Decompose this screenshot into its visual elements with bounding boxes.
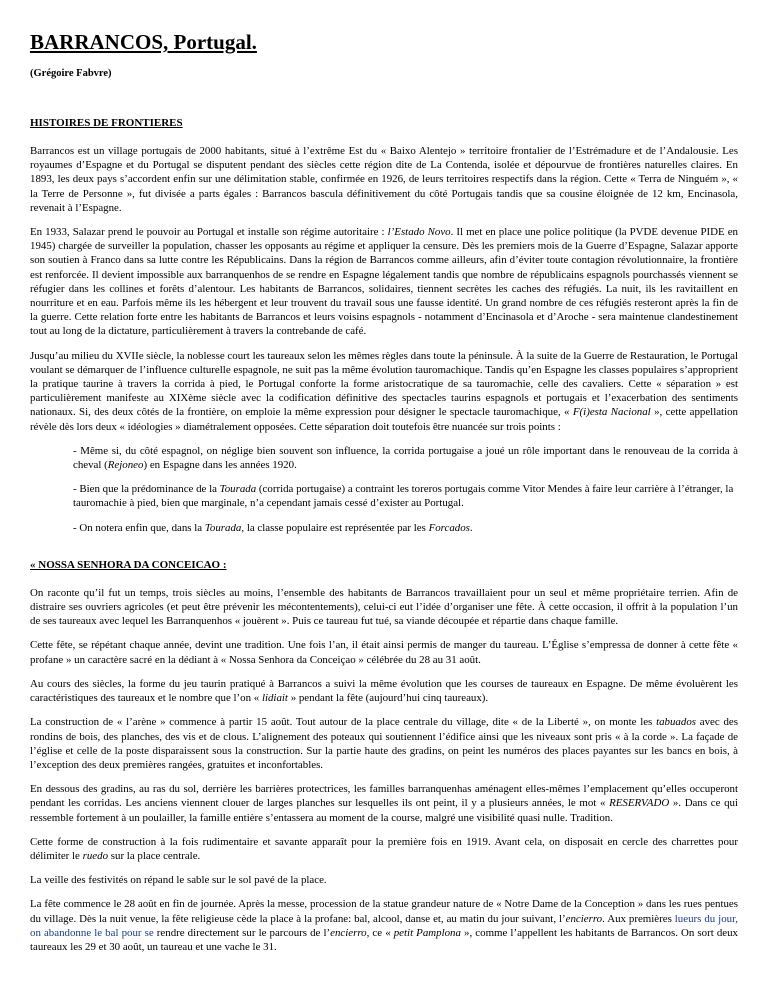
list-item: - Bien que la prédominance de la Tourada (corrida portugaise) a contraint les toreros portugais comme Vitor Mendes à faire leur carrière à l’étranger, la tauromachie à pied, bien que marginale, n’a cependant jamais cessé d’exister au Portugal. [73,483,734,510]
paragraph: Barrancos est un village portugais de 2000 habitants, situé à l’extrême Est du « Baixo Alentejo » territoire frontalier de l’Estrémadure et de l’Andalousie. Les royaumes d’Espagne et du Portugal se disputent pendant des siècles cette région dite de La Contenda, isolée et dépourvue de frontières naturelles claires. En 1893, les deux pays s’accordent enfin sur une délimitation stable, confirmée en 1926, de leurs territoires respectifs dans la région. Cette « Terra de Ninguém », « la Terre de Personne », fut divisée a parts égales : Barrancos bascula définitivement du côté Portugais tandis que sa cousine éloignée de 12 km, Encinasola, revenait à l’Espagne. [30,145,738,214]
paragraph: La construction de « l’arène » commence à partir 15 août. Tout autour de la place centrale du village, dite « de la Liberté », on monte les tabuados avec des rondins de bois, des planches, des vis et de clous. L’alignement des poteaux qui soutiennent l’édifice ainsi que les niveaux sont pris « à la corde ». La façade de l’église et celle de la poste disparaissent sous la construction. Sur la partie haute des gradins, on peint les numéros des places payantes sur les bancs en bois, à l’exception des deux premières rangées, gratuites et inconfortables. [30,716,738,771]
paragraph: Jusqu’au milieu du XVIIe siècle, la noblesse court les taureaux selon les mêmes règles dans toute la péninsule. À la suite de la Guerre de Restauration, le Portugal voulant se démarquer de l’influence culturelle espagnole, ne suit pas la même évolution tauromachique. Tandis qu’en Espagne les classes populaires s’approprient la pratique taurine à travers la corrida à pied, le Portugal conforte la forme aristocratique de sa tauromachie, celle des cavaliers. Cette « séparation » est particulièrement manifeste au XIXème siècle avec la codification définitive des spectacles taurins espagnols et portugais et l’exacerbation des sentiments nationaux. Si, des deux côtés de la frontière, on emploie la même expression pour désigner le spectacle tauromachique, « F(i)esta Nacional », cette appellation révèle dès lors deux « idéologies » diamétralement opposées. Cette séparation doit toutefois être nuancée sur trois points : [30,349,738,433]
section-heading-frontieres: HISTOIRES DE FRONTIERES [30,117,183,129]
list-item: - Même si, du côté espagnol, on néglige bien souvent son influence, la corrida portugaise a joué un rôle important dans le renouveau de la corrida à cheval (Rejoneo) en Espagne dans les années 1920. [73,444,738,472]
paragraph: En 1933, Salazar prend le pouvoir au Portugal et installe son régime autoritaire : l’Estado Novo. Il met en place une police politique (la PVDE devenue PIDE en 1945) chargée de surveiller la population, chasser les opposants au régime et appliquer la censure. Dès les premiers mois de la Guerre d’Espagne, Salazar apporte son soutien à Franco dans sa lutte contre les Républicains. Dans la région de Barrancos comme ailleurs, afin d’éviter toute contagion révolutionnaire, la frontière est renforcée. Il devient impossible aux barranquenhos de se rendre en Espagne légalement tandis que nombre de républicains espagnols pourchassés viennent se réfugier dans les collines et forêts d’alentour. Les habitants de Barrancos, solidaires, tiennent secrètes les caches des réfugiés. La nuit, ils les ravitaillent en nourriture et en eau. Parfois même ils les hébergent et leur trouvent du travail sous une fausse identité. Un grand nombre de ces réfugiés resteront après la fin de la guerre. Cette relation forte entre les habitants de Barrancos et leurs voisins espagnols - notamment d’Encinasola et d’Aroche - sera maintenue clandestinement tout au long de la dictature, particulièrement à travers la contrebande de café. [30,226,738,338]
list-item: - On notera enfin que, dans la Tourada, la classe populaire est représentée par les Forcados. [73,521,473,534]
paragraph: Cette forme de construction à la fois rudimentaire et savante apparaît pour la première fois en 1919. Avant cela, on disposait en cercle des charrettes pour délimiter le ruedo sur la place centrale. [30,835,738,862]
paragraph: En dessous des gradins, au ras du sol, derrière les barrières protectrices, les familles barranquenhas aménagent elles-mêmes l’emplacement qu’elles occuperont pendant les corridas. Les anciens viennent clouer de larges planches sur lesquelles ils ont peint, il y a plusieurs années, le mot « RESERVADO ». Dans ce qui ressemble fortement à un poulailler, la famille entière s’entassera au moment de la course, malgré une visibilité quasi nulle. Tradition. [30,783,738,824]
paragraph: La fête commence le 28 août en fin de journée. Après la messe, procession de la statue grandeur nature de « Notre Dame de la Conception » dans les rues pentues du village. Dès la nuit venue, la fête religieuse cède la place à la profane: bal, alcool, danse et, au matin du jour suivant, l’encierro. Aux premières lueurs du jour, on abandonne le bal pour se rendre directement sur le parcours de l’encierro, ce « petit Pamplona », comme l’appellent les habitants de Barrancos. On sort deux taureaux les 29 et 30 août, un taureau et une vache le 31. [30,898,738,953]
page-title: BARRANCOS, Portugal. [30,30,257,54]
author-line: (Grégoire Fabvre) [30,68,112,79]
paragraph: La veille des festivités on répand le sable sur le sol pavé de la place. [30,874,327,887]
paragraph: Cette fête, se répétant chaque année, devint une tradition. Une fois l’an, il était ainsi permis de manger du taureau. L’Église s’empressa de donner à cette fête « profane » un caractère sacré en la dédiant à « Nossa Senhora da Conceiçao » célébrée du 28 au 31 août. [30,639,738,666]
highlighted-text: lueurs du jour, on abandonne le bal pour se [30,912,738,939]
section-heading-conceicao: « NOSSA SENHORA DA CONCEICAO : [30,558,227,571]
paragraph: On raconte qu’il fut un temps, trois siècles au moins, l’ensemble des habitants de Barrancos travaillaient pour un seul et même propriétaire terrien. Afin de distraire ses ouvriers agricoles (et peut être prévenir les mécontentements), celui-ci eut l’idée d’organiser une fête. À cette occasion, il offrit à la population l’un de ses taureaux avec lequel les Barranquenhos « jouèrent ». Puis ce taureau fut tué, sa viande découpée et répartie dans chaque famille. [30,586,738,628]
paragraph: Au cours des siècles, la forme du jeu taurin pratiqué à Barrancos a suivi la même évolution que les courses de taureaux en Espagne. De même évoluèrent les caractéristiques des taureaux et le nombre que l’on « lidiait » pendant la fête (aujourd’hui cinq taureaux). [30,677,738,705]
